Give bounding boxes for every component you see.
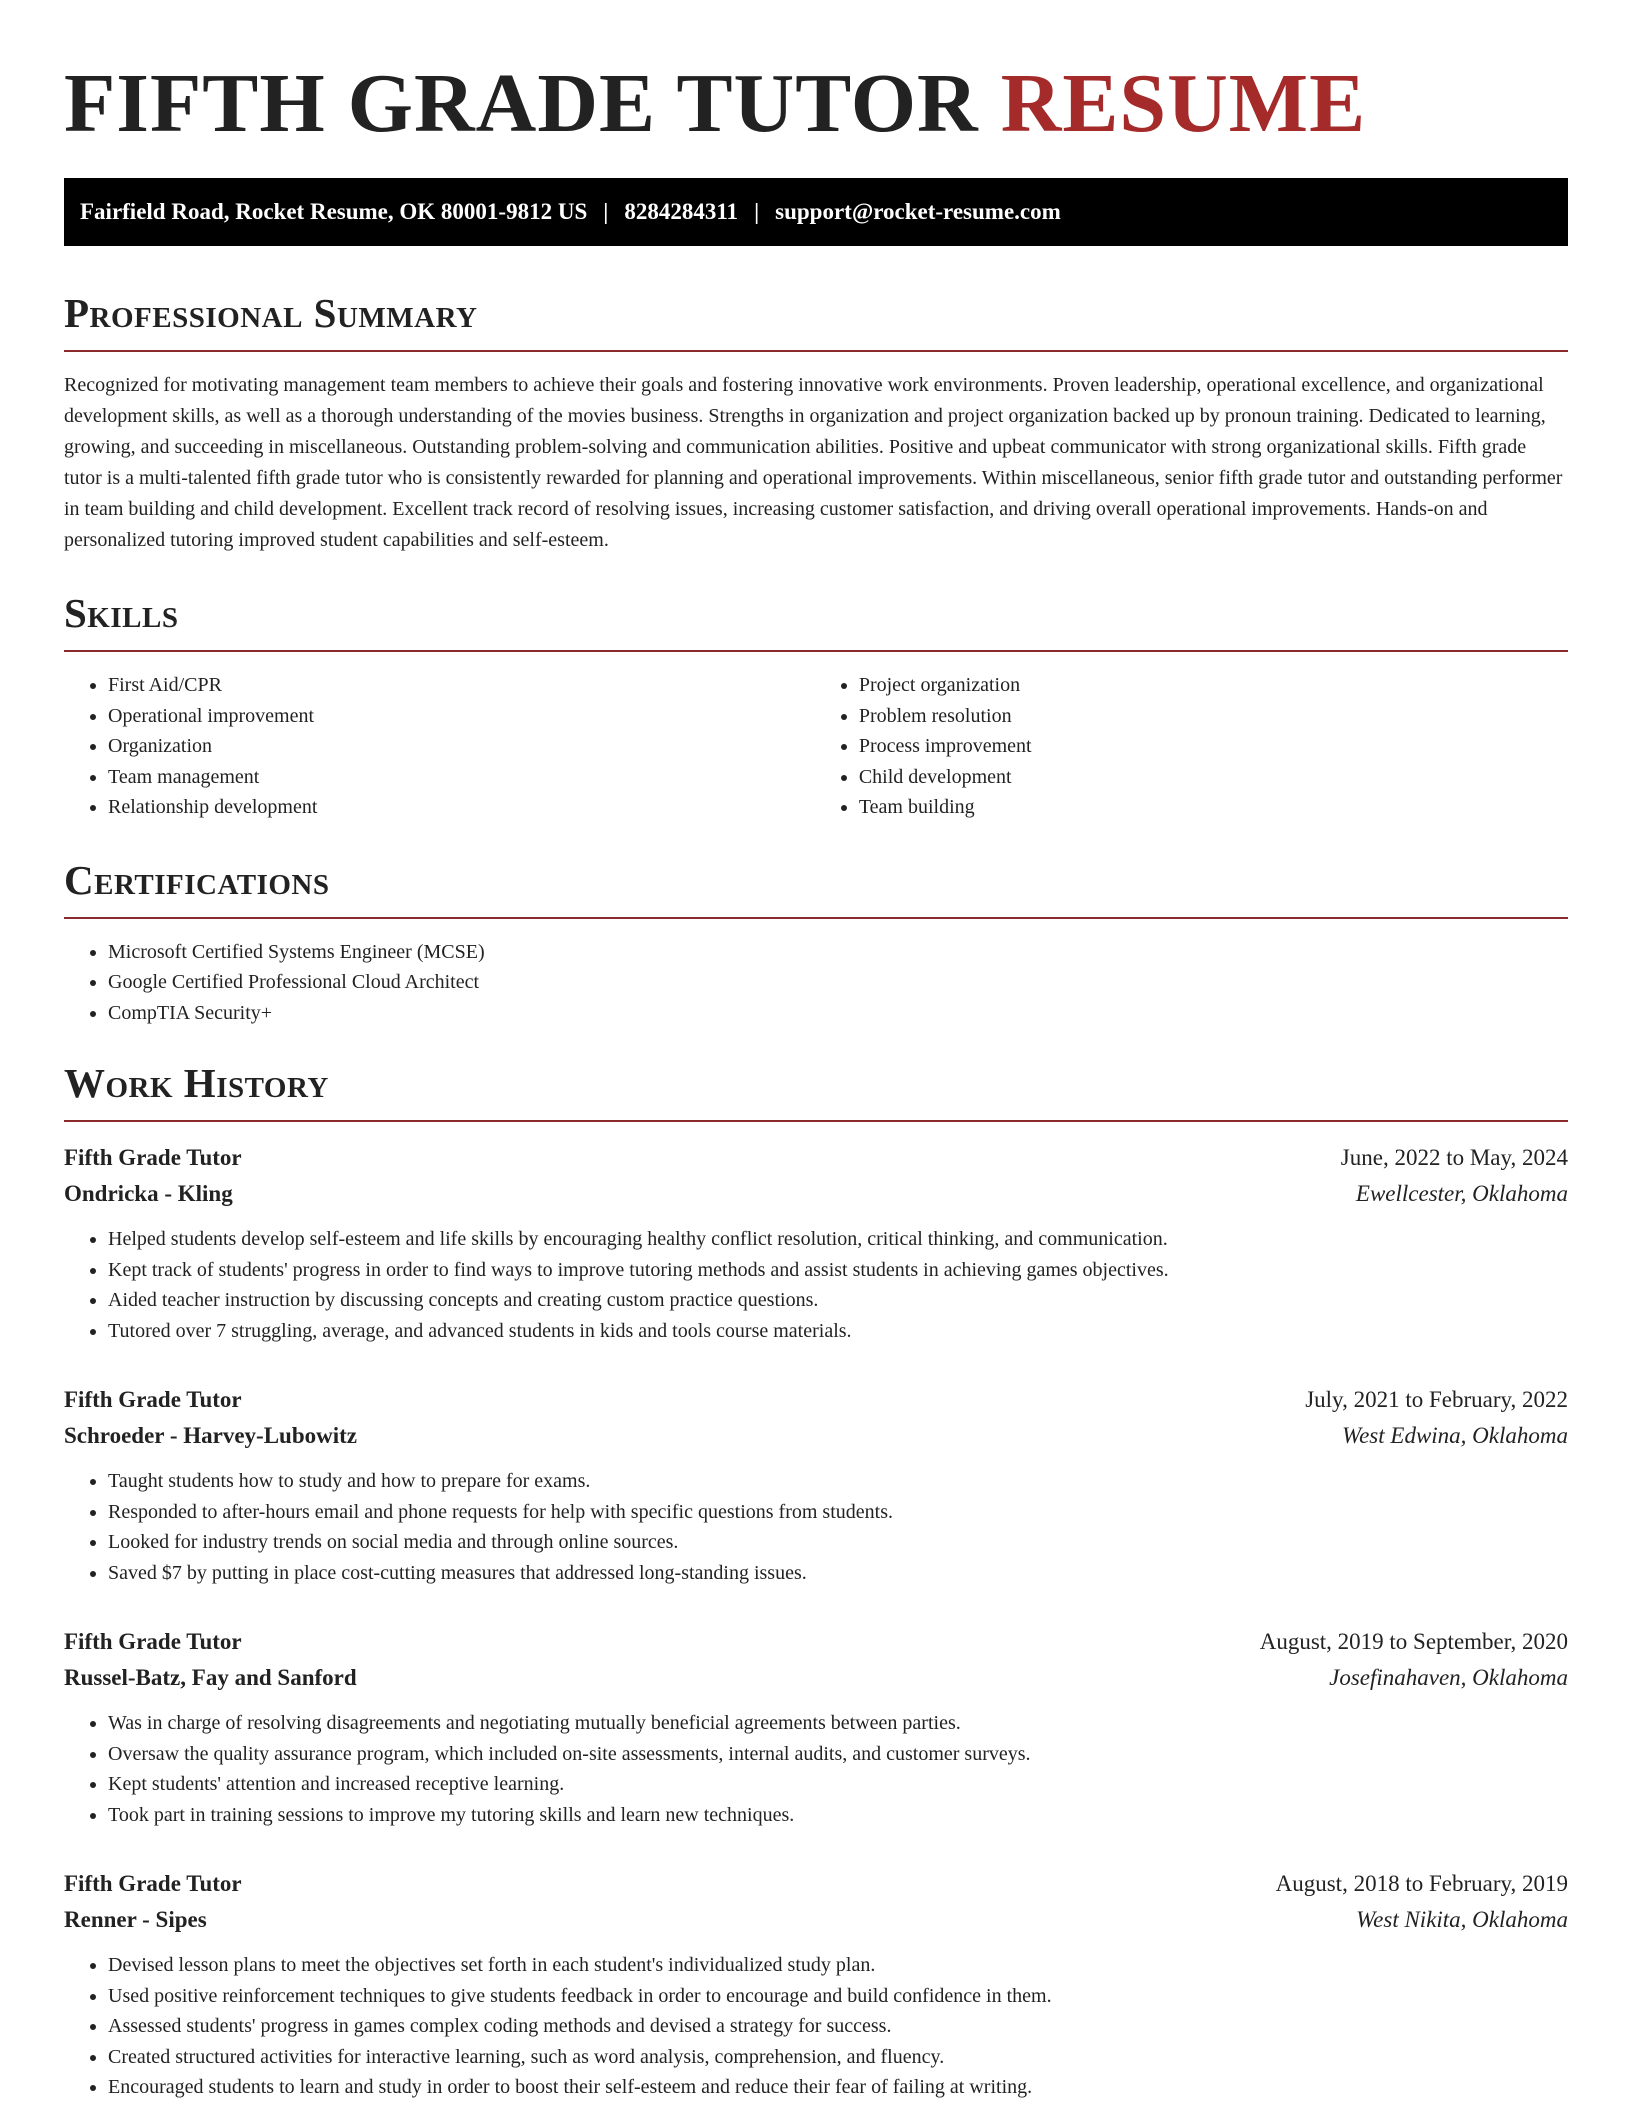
job-header-row xyxy=(64,1140,1568,1176)
job-header-row xyxy=(64,1624,1568,1660)
skill-item: • First Aid/CPR xyxy=(108,670,779,701)
job-subheader-row xyxy=(64,1418,1568,1454)
section-divider xyxy=(64,650,1568,652)
job-bullet: • Tutored over 7 struggling, average, and advanced students in kids and tools course materials. xyxy=(108,1316,1568,1347)
job-header-row xyxy=(64,1866,1568,1902)
certifications-list xyxy=(64,937,1568,1029)
job-bullet: • Helped students develop self-esteem and life skills by encouraging healthy conflict resolution, critical thinking, and communication. xyxy=(108,1224,1568,1255)
work-history-section xyxy=(64,1058,1568,2103)
skill-item: • Child development xyxy=(859,762,1568,793)
job-dates: August, 2018 to February, 2019 xyxy=(1275,1871,1568,1896)
contact-separator: | xyxy=(754,199,760,224)
job-bullet: • Was in charge of resolving disagreements and negotiating mutually beneficial agreements between parties. xyxy=(108,1708,1568,1739)
contact-phone: 8284284311 xyxy=(624,199,739,224)
title-main: FIFTH GRADE TUTOR xyxy=(64,57,979,150)
skill-item: • Problem resolution xyxy=(859,701,1568,732)
job-location: Josefinahaven, Oklahoma xyxy=(1329,1665,1568,1690)
job-bullet: • Oversaw the quality assurance program, which included on-site assessments, internal audits, and customer surveys. xyxy=(108,1739,1568,1770)
job-bullet: • Looked for industry trends on social media and through online sources. xyxy=(108,1527,1568,1558)
job-location: West Edwina, Oklahoma xyxy=(1342,1423,1568,1448)
job-title: Fifth Grade Tutor xyxy=(64,1387,242,1412)
job-location: Ewellcester, Oklahoma xyxy=(1355,1181,1568,1206)
job-title: Fifth Grade Tutor xyxy=(64,1871,242,1896)
title-accent: RESUME xyxy=(1000,57,1367,150)
skills-grid xyxy=(64,670,1568,823)
job-bullet: • Encouraged students to learn and study in order to boost their self-esteem and reduce their fear of failing at writing. xyxy=(108,2072,1568,2103)
certification-item: • CompTIA Security+ xyxy=(108,998,1568,1029)
job-bullet: • Aided teacher instruction by discussing concepts and creating custom practice questions. xyxy=(108,1285,1568,1316)
job-bullet: • Took part in training sessions to improve my tutoring skills and learn new techniques. xyxy=(108,1800,1568,1831)
job-bullet: • Assessed students' progress in games complex coding methods and devised a strategy for success. xyxy=(108,2011,1568,2042)
section-heading: Professional Summary xyxy=(64,290,478,336)
job-bullets xyxy=(64,1950,1568,2103)
skills-list-left xyxy=(64,670,779,823)
job-dates: August, 2019 to September, 2020 xyxy=(1259,1629,1568,1654)
job-bullets xyxy=(64,1708,1568,1830)
section-heading: Skills xyxy=(64,590,179,636)
summary-text: Recognized for motivating management team members to achieve their goals and fostering innovative work environments. Proven leadership, operational excellence, and organizational development skills, as well as a thorough understanding of the movies business. Strengths in organization and project organization backed up by pronoun training. Dedicated to learning, growing, and succeeding in miscellaneous. Outstanding problem-solving and communication abilities. Positive and upbeat communicator with strong organizational skills. Fifth grade tutor is a multi-talented fifth grade tutor who is consistently rewarded for planning and operational improvements. Within miscellaneous, senior fifth grade tutor and outstanding performer in team building and child development. Excellent track record of resolving issues, increasing customer satisfaction, and driving overall operational improvements. Hands-on and personalized tutoring improved student capabilities and self-esteem. xyxy=(64,374,1563,551)
section-divider xyxy=(64,350,1568,352)
job-dates: June, 2022 to May, 2024 xyxy=(1340,1145,1568,1170)
certification-item: • Google Certified Professional Cloud Architect xyxy=(108,967,1568,998)
section-heading: Certifications xyxy=(64,856,330,903)
skill-item: • Project organization xyxy=(859,670,1568,701)
job-entry xyxy=(64,1382,1568,1588)
job-company: Renner - Sipes xyxy=(64,1907,207,1932)
skills-section xyxy=(64,588,1568,823)
job-entry xyxy=(64,1866,1568,2103)
job-header-row xyxy=(64,1382,1568,1418)
job-title: Fifth Grade Tutor xyxy=(64,1629,242,1654)
contact-separator: | xyxy=(603,199,609,224)
contact-address: Fairfield Road, Rocket Resume, OK 80001-9812 US xyxy=(80,199,588,224)
job-bullet: • Kept track of students' progress in order to find ways to improve tutoring methods and assist students in achieving games objectives. xyxy=(108,1255,1568,1286)
job-entry xyxy=(64,1624,1568,1830)
job-company: Russel-Batz, Fay and Sanford xyxy=(64,1665,357,1690)
resume-title xyxy=(64,56,1568,152)
job-bullet: • Responded to after-hours email and phone requests for help with specific questions from students. xyxy=(108,1497,1568,1528)
skills-list-right xyxy=(815,670,1568,823)
skill-item: • Operational improvement xyxy=(108,701,779,732)
job-bullet: • Taught students how to study and how to prepare for exams. xyxy=(108,1466,1568,1497)
skill-item: • Team building xyxy=(859,792,1568,823)
section-heading: Work History xyxy=(64,1060,329,1106)
contact-bar xyxy=(64,178,1568,246)
section-divider xyxy=(64,1120,1568,1122)
job-bullet: • Used positive reinforcement techniques to give students feedback in order to encourage and build confidence in them. xyxy=(108,1981,1568,2012)
skill-item: • Process improvement xyxy=(859,731,1568,762)
job-entry xyxy=(64,1140,1568,1346)
job-bullet: • Saved $7 by putting in place cost-cutting measures that addressed long-standing issues. xyxy=(108,1558,1568,1589)
job-bullet: • Created structured activities for interactive learning, such as word analysis, comprehension, and fluency. xyxy=(108,2042,1568,2073)
section-divider xyxy=(64,917,1568,919)
job-dates: July, 2021 to February, 2022 xyxy=(1305,1387,1568,1412)
skill-item: • Organization xyxy=(108,731,779,762)
certifications-section xyxy=(64,855,1568,1029)
job-company: Schroeder - Harvey-Lubowitz xyxy=(64,1423,358,1448)
certification-item: • Microsoft Certified Systems Engineer (MCSE) xyxy=(108,937,1568,968)
skill-item: • Team management xyxy=(108,762,779,793)
job-bullet: • Kept students' attention and increased receptive learning. xyxy=(108,1769,1568,1800)
job-bullets xyxy=(64,1466,1568,1588)
job-subheader-row xyxy=(64,1660,1568,1696)
contact-email: support@rocket-resume.com xyxy=(775,199,1061,224)
job-location: West Nikita, Oklahoma xyxy=(1356,1907,1568,1932)
job-bullets xyxy=(64,1224,1568,1346)
job-company: Ondricka - Kling xyxy=(64,1181,233,1206)
job-title: Fifth Grade Tutor xyxy=(64,1145,242,1170)
job-subheader-row xyxy=(64,1176,1568,1212)
skill-item: • Relationship development xyxy=(108,792,779,823)
job-subheader-row xyxy=(64,1902,1568,1938)
job-bullet: • Devised lesson plans to meet the objectives set forth in each student's individualized study plan. xyxy=(108,1950,1568,1981)
summary-section xyxy=(64,288,1568,556)
